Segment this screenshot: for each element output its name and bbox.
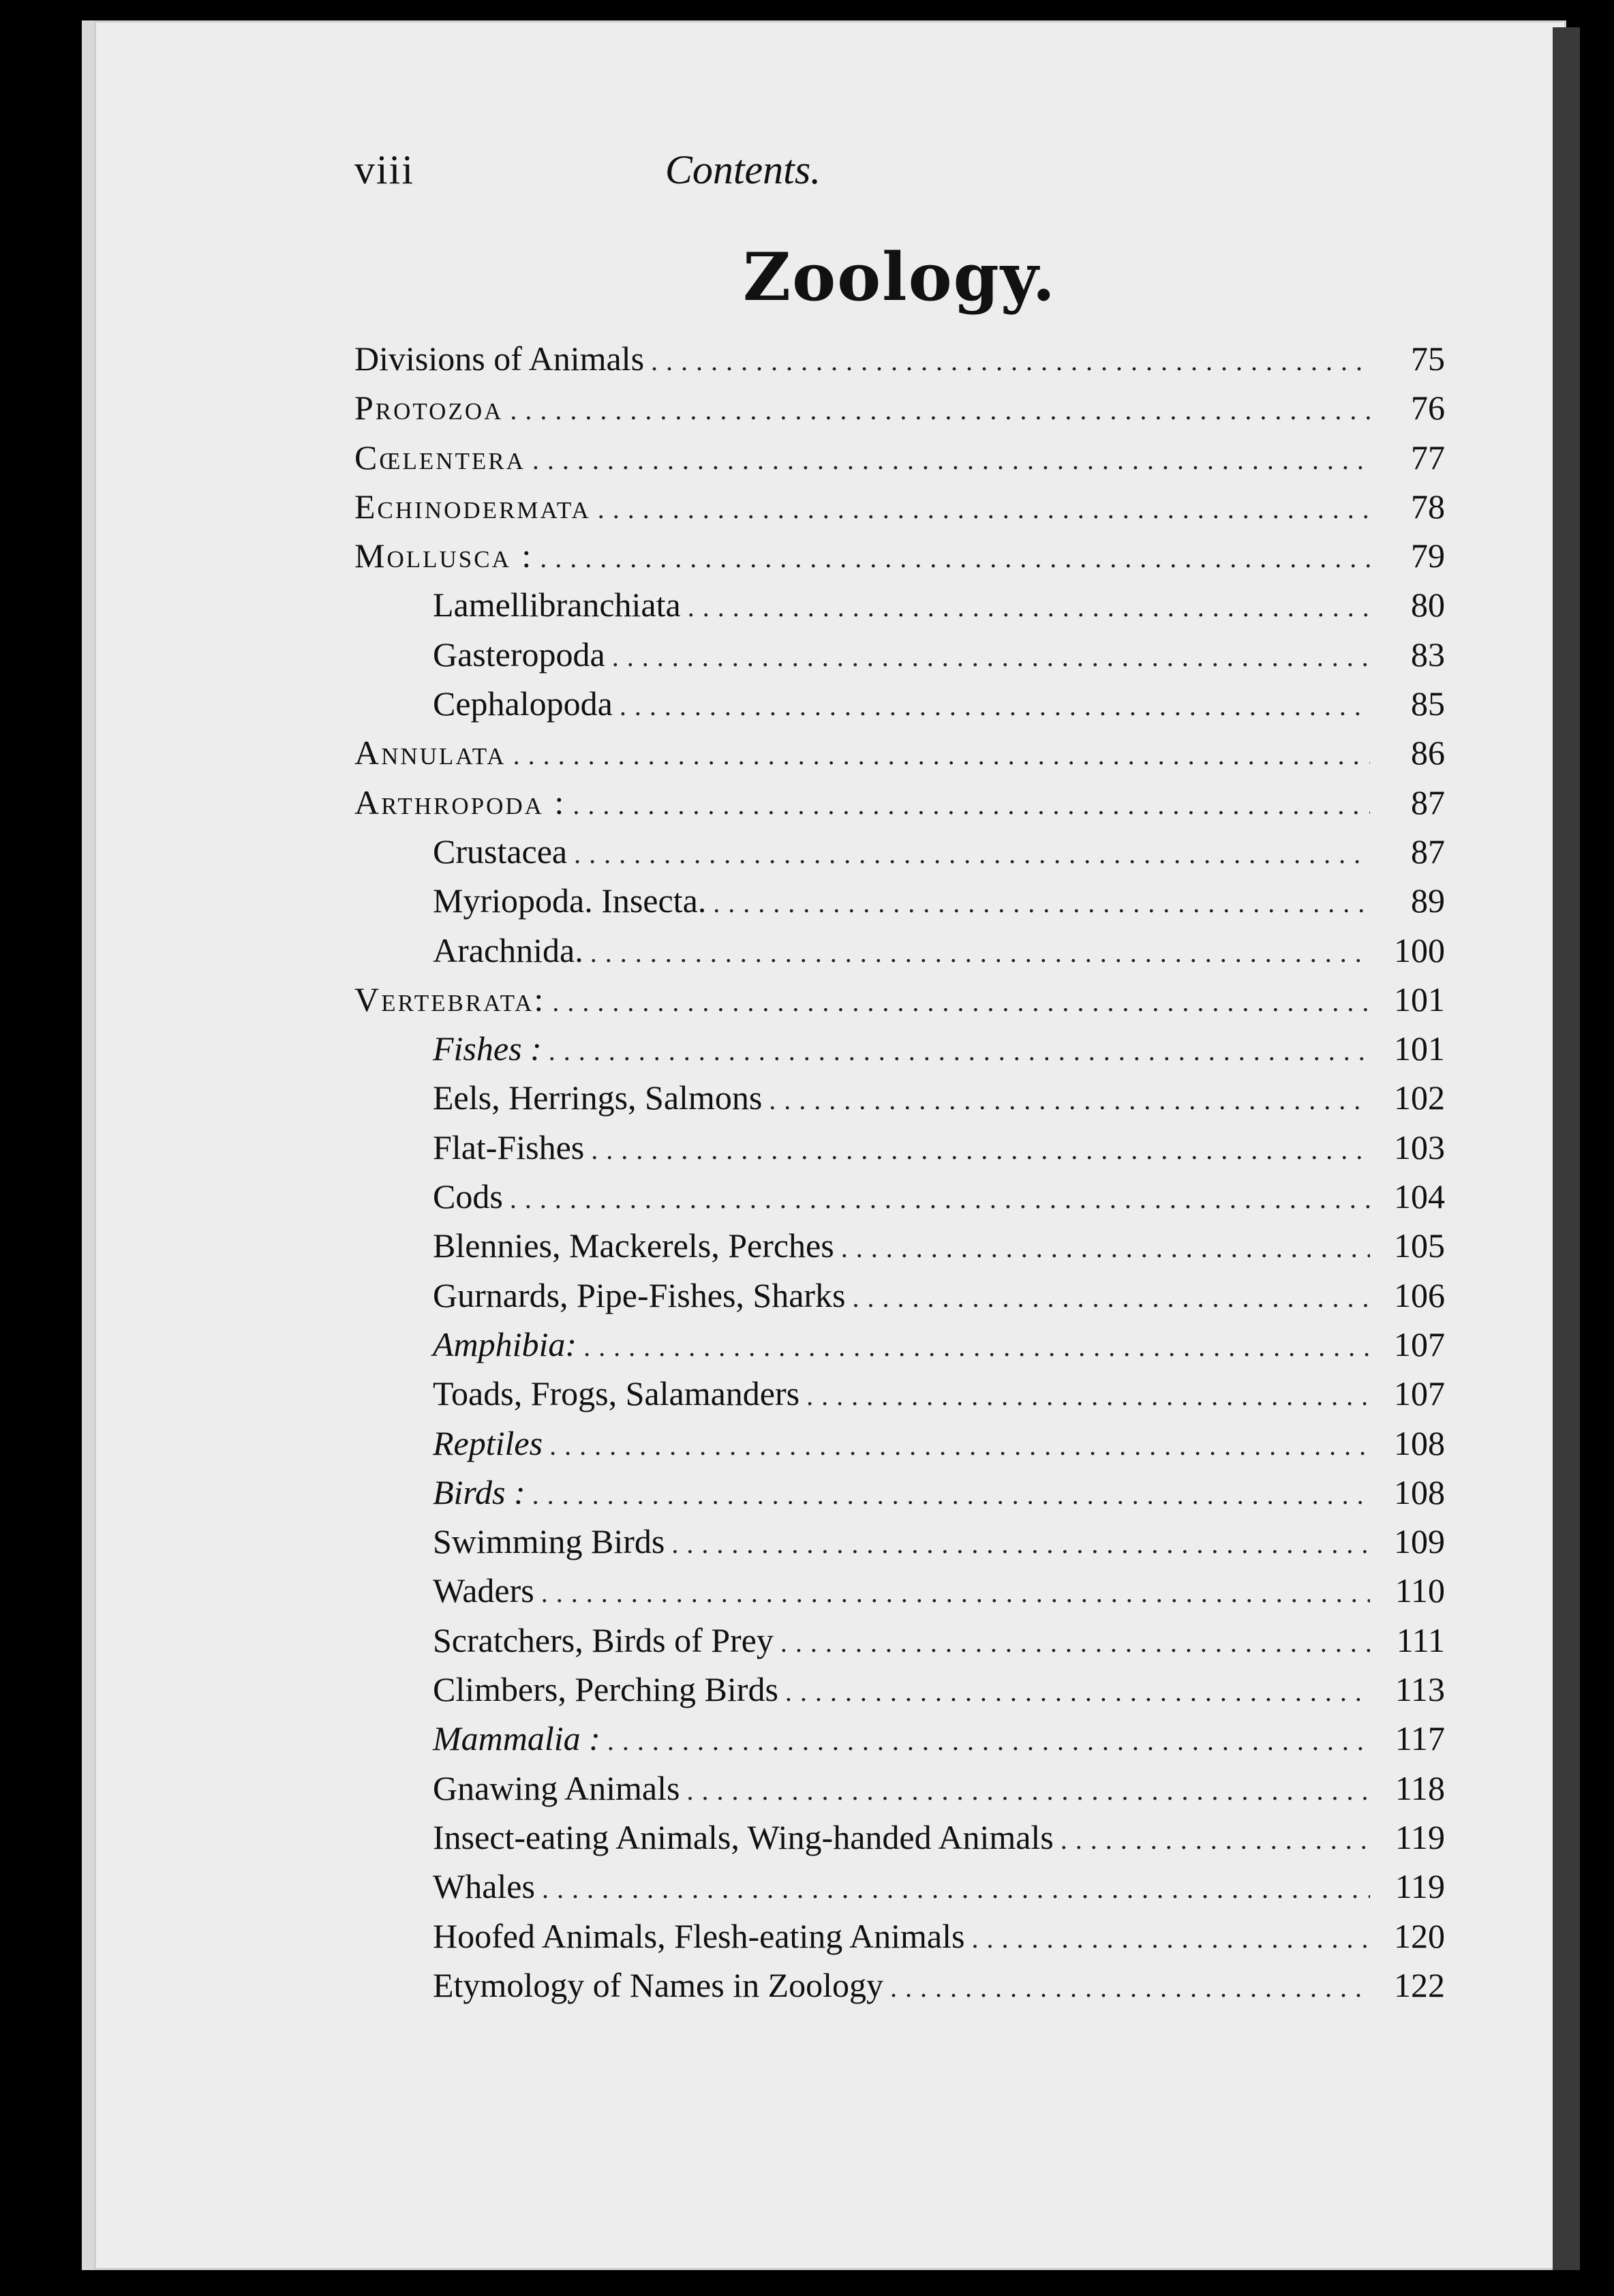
- toc-entry-label: Waders: [433, 1571, 534, 1610]
- toc-entry-page: 111: [1396, 1620, 1445, 1659]
- dot-leader: [510, 386, 1370, 435]
- toc-entry: [354, 926, 1445, 975]
- dot-leader: [806, 1372, 1370, 1421]
- page-number: viii: [354, 147, 415, 192]
- dot-leader: [612, 633, 1370, 682]
- toc-entry: [354, 630, 1445, 679]
- toc-entry: [354, 1566, 1445, 1615]
- toc-entry-page: 119: [1395, 1817, 1445, 1856]
- dot-leader: [540, 534, 1370, 583]
- dot-leader: [686, 1766, 1370, 1815]
- toc-entry-page: 107: [1394, 1325, 1445, 1363]
- toc-entry: [354, 433, 1445, 482]
- toc-entry: [354, 383, 1445, 432]
- toc-entry: [354, 679, 1445, 728]
- dot-leader: [583, 1323, 1370, 1372]
- toc-entry: [354, 1271, 1445, 1320]
- toc-entry-page: 76: [1411, 389, 1445, 427]
- toc-entry: [354, 531, 1445, 580]
- toc-entry-page: 108: [1394, 1472, 1445, 1511]
- dot-leader: [780, 1618, 1370, 1667]
- toc-entry-label: Annulata: [354, 734, 506, 772]
- toc-entry-page: 122: [1394, 1965, 1445, 2004]
- dot-leader: [532, 436, 1370, 485]
- dot-leader: [890, 1963, 1370, 2012]
- dot-leader: [841, 1224, 1370, 1273]
- running-head: [354, 147, 1131, 208]
- toc-entry-label: Crustacea: [433, 832, 568, 871]
- dot-leader: [598, 485, 1370, 534]
- toc-entry: [354, 1320, 1445, 1369]
- toc-entry-page: 106: [1394, 1275, 1445, 1314]
- toc-entry: [354, 728, 1445, 777]
- toc-entry: [354, 1714, 1445, 1763]
- toc-entry-page: 113: [1395, 1670, 1445, 1709]
- toc-entry: [354, 1123, 1445, 1172]
- toc-entry-label: Swimming Birds: [433, 1522, 665, 1561]
- toc-entry-label: Insect-eating Animals, Wing-handed Animals: [433, 1817, 1054, 1856]
- toc-entry-page: 100: [1394, 931, 1445, 969]
- toc-entry-label: Whales: [433, 1867, 535, 1906]
- running-head-title: Contents.: [665, 147, 821, 192]
- dot-leader: [590, 928, 1370, 978]
- toc-entry-label: Echinodermata: [354, 487, 591, 526]
- dot-leader: [620, 682, 1370, 731]
- toc-entry-page: 89: [1411, 881, 1445, 920]
- toc-entry-label: Gnawing Animals: [433, 1768, 680, 1807]
- dot-leader: [769, 1076, 1370, 1125]
- toc-entry-page: 102: [1394, 1078, 1445, 1117]
- toc-entry: [354, 1221, 1445, 1270]
- toc-entry-page: 85: [1411, 684, 1445, 723]
- dot-leader: [552, 978, 1370, 1027]
- dot-leader: [573, 781, 1370, 830]
- dot-leader: [607, 1717, 1370, 1766]
- toc-entry-label: Gasteropoda: [433, 635, 605, 674]
- toc-entry-page: 118: [1395, 1768, 1445, 1807]
- dot-leader: [574, 830, 1370, 879]
- toc-entry-page: 103: [1394, 1128, 1445, 1166]
- toc-entry-page: 101: [1394, 1029, 1445, 1068]
- toc-entry-label: Cephalopoda: [433, 684, 613, 723]
- toc-entry: [354, 580, 1445, 629]
- table-of-contents: [354, 334, 1445, 2010]
- toc-entry-page: 108: [1394, 1423, 1445, 1462]
- dot-leader: [651, 337, 1370, 386]
- dot-leader: [671, 1520, 1370, 1569]
- toc-entry-page: 120: [1394, 1916, 1445, 1955]
- toc-entry-label: Arthropoda :: [354, 783, 566, 821]
- toc-entry: [354, 778, 1445, 827]
- toc-entry-page: 119: [1395, 1867, 1445, 1906]
- toc-entry: [354, 1369, 1445, 1418]
- toc-entry: [354, 1616, 1445, 1665]
- toc-entry: [354, 1172, 1445, 1221]
- toc-entry-page: 109: [1394, 1522, 1445, 1561]
- toc-entry: [354, 975, 1445, 1024]
- section-title: Zoology.: [743, 239, 1056, 316]
- toc-entry-label: Myriopoda. Insecta.: [433, 881, 707, 920]
- dot-leader: [591, 1126, 1370, 1175]
- toc-entry-label: Mammalia :: [433, 1719, 600, 1758]
- toc-entry-label: Fishes :: [433, 1029, 542, 1068]
- toc-entry-label: Birds :: [433, 1472, 526, 1511]
- toc-entry: [354, 827, 1445, 876]
- toc-entry-page: 87: [1411, 783, 1445, 821]
- toc-entry-label: Scratchers, Birds of Prey: [433, 1620, 774, 1659]
- dot-leader: [513, 731, 1370, 780]
- toc-entry: [354, 1813, 1445, 1862]
- toc-entry-page: 75: [1411, 339, 1445, 378]
- toc-entry-page: 104: [1394, 1177, 1445, 1216]
- toc-entry-label: Flat-Fishes: [433, 1128, 585, 1166]
- dot-leader: [713, 879, 1370, 928]
- toc-entry: [354, 1665, 1445, 1714]
- toc-entry-page: 110: [1395, 1571, 1445, 1610]
- toc-entry: [354, 1912, 1445, 1961]
- toc-entry-label: Eels, Herrings, Salmons: [433, 1078, 763, 1117]
- page-edge-shadow: [1553, 27, 1580, 2270]
- toc-entry-label: Vertebrata:: [354, 980, 546, 1018]
- toc-entry: [354, 334, 1445, 383]
- toc-entry: [354, 1961, 1445, 2010]
- toc-entry-page: 83: [1411, 635, 1445, 674]
- toc-entry-page: 86: [1411, 734, 1445, 772]
- dot-leader: [532, 1470, 1370, 1520]
- toc-entry-label: Cods: [433, 1177, 503, 1216]
- toc-entry: [354, 482, 1445, 531]
- toc-entry-label: Toads, Frogs, Salamanders: [433, 1374, 800, 1413]
- dot-leader: [971, 1914, 1370, 1963]
- dot-leader: [853, 1273, 1370, 1323]
- toc-entry-page: 80: [1411, 586, 1445, 624]
- toc-entry: [354, 1764, 1445, 1813]
- toc-entry-label: Cœlentera: [354, 438, 526, 477]
- toc-entry-page: 79: [1411, 537, 1445, 575]
- toc-entry-page: 107: [1394, 1374, 1445, 1413]
- toc-entry-label: Divisions of Animals: [354, 339, 645, 378]
- dot-leader: [549, 1421, 1370, 1470]
- toc-entry-label: Lamellibranchiata: [433, 586, 681, 624]
- dot-leader: [1061, 1815, 1370, 1864]
- dot-leader: [510, 1175, 1370, 1224]
- dot-leader: [785, 1667, 1370, 1717]
- toc-entry: [354, 1517, 1445, 1566]
- toc-entry-page: 105: [1394, 1226, 1445, 1265]
- toc-entry: [354, 876, 1445, 925]
- toc-entry-label: Amphibia:: [433, 1325, 577, 1363]
- toc-entry-label: Arachnida.: [433, 931, 583, 969]
- dot-leader: [688, 583, 1370, 632]
- toc-entry-page: 101: [1394, 980, 1445, 1018]
- toc-entry-page: 117: [1395, 1719, 1445, 1758]
- toc-entry-label: Etymology of Names in Zoology: [433, 1965, 884, 2004]
- toc-entry-label: Blennies, Mackerels, Perches: [433, 1226, 834, 1265]
- toc-entry-label: Reptiles: [433, 1423, 543, 1462]
- dot-leader: [542, 1864, 1370, 1914]
- toc-entry: [354, 1468, 1445, 1517]
- toc-entry-label: Hoofed Animals, Flesh-eating Animals: [433, 1916, 965, 1955]
- toc-entry-label: Climbers, Perching Birds: [433, 1670, 778, 1709]
- toc-entry: [354, 1419, 1445, 1468]
- toc-entry-page: 78: [1411, 487, 1445, 526]
- toc-entry-label: Mollusca :: [354, 537, 534, 575]
- toc-entry: [354, 1073, 1445, 1122]
- toc-entry: [354, 1862, 1445, 1911]
- toc-entry-label: Gurnards, Pipe-Fishes, Sharks: [433, 1275, 846, 1314]
- toc-entry: [354, 1024, 1445, 1073]
- dot-leader: [549, 1027, 1370, 1076]
- toc-entry-page: 77: [1411, 438, 1445, 477]
- toc-entry-page: 87: [1411, 832, 1445, 871]
- toc-entry-label: Protozoa: [354, 389, 504, 427]
- dot-leader: [541, 1569, 1370, 1618]
